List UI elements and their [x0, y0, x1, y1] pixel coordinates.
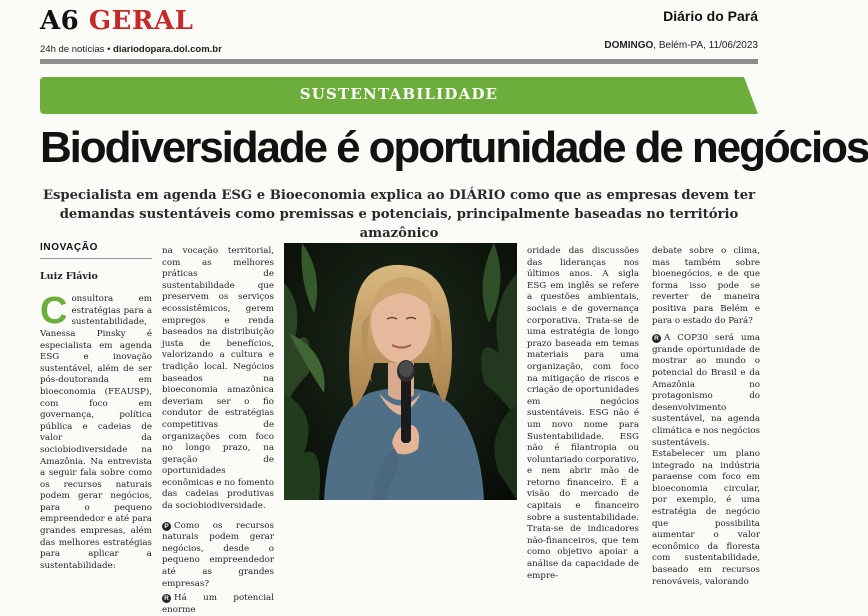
site-link[interactable]: diariodopara.dol.com.br — [113, 44, 222, 55]
kicker-fold — [744, 77, 758, 114]
question-text: Como os recursos naturais podem gerar negócios, desde o pequeno empreendedor até as grandes empresas? — [162, 520, 274, 589]
kicker-label: SUSTENTABILIDADE — [299, 85, 499, 103]
speaker-photo — [284, 243, 517, 500]
answer-text: Há um potencial enorme — [162, 593, 274, 615]
question-icon: P — [162, 522, 171, 531]
header-subtitle — [40, 44, 222, 55]
subtitle-prefix: 24h de notícias • — [40, 44, 114, 55]
dropcap: C — [40, 290, 68, 333]
question — [162, 521, 274, 591]
column-3 — [527, 246, 640, 581]
answer — [652, 333, 760, 588]
masthead: Diário do Pará — [663, 8, 758, 24]
answer — [162, 593, 274, 616]
section-title — [40, 6, 193, 36]
deck-line-1: Especialista em agenda ESG e Bioeconomia explica ao DIÁRIO como que as empresas devem ter — [42, 188, 756, 203]
lead-text: onsultora em estratégias para a sustentabilidade, Vanessa Pinsky é especialista em agenda ESG e inovação sustentável, além de ser pós-doutoranda em bioeconomia (FEAUSP), com foco em governança, política pública e cadeias de valor da sociobiodiversidade na Amazônia. Na entrevista a seguir fala sobre como os recursos naturais podem gerar negócios, para o pequeno empreendedor e até para grandes empresas, além das melhores estratégias para aplicar a sustentabilidade: — [40, 294, 152, 571]
paragraph: oridade das discussões das lideranças nos últimos anos. A sigla ESG em inglês se refere a questões ambientais, sociais e de governança corporativa. Trata-se de uma estratégia de longo prazo baseada em temas materiais para uma organização, com foco na mitigação de riscos e criação de oportunidades em negócios sustentáveis. ESG não é um novo nome para Sustentabilidade. ESG não é filantropia ou voluntariado corporativo, e nem abrir mão de retorno financeiro. É a visão do mercado de capitais e financeiro sobre a sustentabilidade. Trata-se de indicadores não-financeiros, que tem como objetivo apoiar a análise da capacidade de empre- — [527, 246, 640, 581]
header-rule — [40, 59, 758, 64]
byline: Luiz Flávio — [40, 270, 98, 282]
date-rest: , Belém-PA, 11/06/2023 — [653, 40, 758, 51]
answer-icon: R — [162, 594, 171, 603]
answer-icon: R — [652, 334, 661, 343]
paragraph: na vocação territorial, com as melhores práticas de sustentabilidade que preservem os serviços ecossistêmicos, gerem empregos e renda baseados na distribuição justa de benefícios, valorizando a cultura e tradição local. Negócios baseados na bioeconomia amazônica deveriam ser o fio condutor de estratégias competitivas de organizações com foco no longo prazo, na geração de oportunidades econômicas e no fomento das cadeias produtivas da sociobiodiversidade. — [162, 246, 274, 512]
deck-line-2: demandas sustentáveis como premissas e potenciais, principalmente baseadas no território amazônico — [59, 207, 739, 241]
column-1 — [40, 242, 152, 571]
question-continued: debate sobre o clima, mas também sobre bioenegócios, e de que forma isso pode se reverter de maneira positiva para Belém e para o estado do Pará? — [652, 246, 760, 326]
headline: Biodiversidade é oportunidade de negócios — [40, 123, 868, 172]
page-code: A6 — [40, 6, 80, 36]
speaker-photo-illustration — [284, 243, 517, 500]
section-tag: INOVAÇÃO — [40, 242, 152, 259]
date-day: DOMINGO — [604, 40, 654, 51]
deck — [40, 186, 758, 243]
lead-paragraph — [40, 290, 152, 572]
kicker-bar — [40, 77, 758, 114]
dateline — [604, 40, 758, 51]
column-2 — [162, 246, 274, 615]
column-4 — [652, 246, 760, 587]
answer-text: A COP30 será uma grande oportunidade de mostrar ao mundo o potencial do Brasil e da Amazônia no protagonismo do desenvolvimento sustentável, na agenda climática e nos negócios sustentáveis. Estabelecer um plano integrado na indústria paraense com foco em bioeconomia circular, por exemplo, é uma estratégia de negócio que possibilita aumentar o valor econômico da floresta com sustentabilidade, baseado em recursos renováveis, valorando — [652, 333, 760, 587]
page-header — [0, 0, 800, 66]
section-name: GERAL — [88, 6, 194, 36]
